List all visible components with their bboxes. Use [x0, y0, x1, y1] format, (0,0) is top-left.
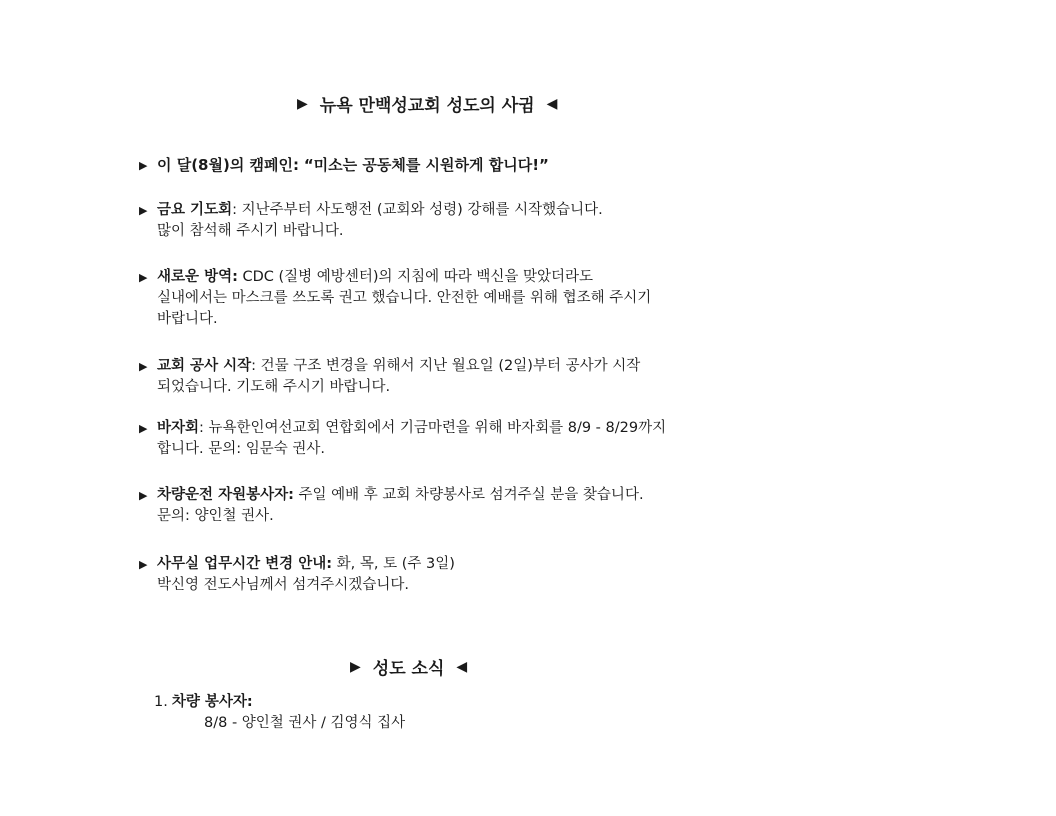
- announcement-text: 박신영 전도사님께서 섬겨주시겠습니다.: [157, 577, 409, 593]
- triangle-right-icon: ▶: [350, 658, 361, 675]
- announcement-text: 합니다. 문의: 임문숙 권사.: [157, 441, 326, 457]
- announcement-lead: 이 달(8월)의 캠페인:: [157, 156, 300, 174]
- announcement-lead: 사무실 업무시간 변경 안내:: [157, 556, 333, 572]
- announcement-text: CDC (질병 예방센터)의 지침에 따라 백신을 맞았더라도: [237, 269, 594, 285]
- announcement-text: 문의: 양인철 권사.: [157, 508, 274, 524]
- announcement-construction: [139, 356, 779, 398]
- announcement-text: “미소는 공동체를 시원하게 합니다!”: [303, 156, 549, 174]
- bullet-triangle-icon: ▶: [139, 489, 148, 502]
- bullet-triangle-icon: ▶: [139, 422, 148, 435]
- triangle-right-icon: ▶: [297, 95, 308, 112]
- section-title-member-news: [350, 654, 467, 679]
- bullet-triangle-icon: ▶: [139, 159, 148, 172]
- announcement-text: 되었습니다. 기도해 주시기 바랍니다.: [157, 379, 391, 395]
- announcement-campaign: [139, 155, 779, 176]
- announcement-text: 바랍니다.: [157, 311, 218, 327]
- triangle-left-icon: ◀: [546, 95, 558, 112]
- bullet-triangle-icon: ▶: [139, 271, 148, 284]
- bullet-triangle-icon: ▶: [139, 360, 148, 373]
- announcement-text: 많이 참석해 주시기 바랍니다.: [157, 223, 344, 239]
- announcement-lead: 교회 공사 시작: [157, 358, 252, 374]
- triangle-left-icon: ◀: [456, 658, 468, 675]
- announcement-bazaar: [139, 418, 779, 460]
- announcement-friday-prayer: [139, 200, 779, 242]
- announcement-text: 실내에서는 마스크를 쓰도록 권고 했습니다. 안전한 예배를 위해 협조해 주시기: [157, 290, 652, 306]
- announcement-volunteer-drivers: [139, 485, 779, 527]
- announcement-office-hours: [139, 554, 779, 596]
- news-lead: 차량 봉사자:: [171, 694, 253, 710]
- announcement-text: 주일 예배 후 교회 차량봉사로 섬겨주실 분을 찾습니다.: [293, 487, 644, 503]
- section-title-text: 뉴욕 만백성교회 성도의 사귐: [319, 96, 535, 116]
- member-news-list-item: [154, 692, 405, 734]
- announcement-text: : 건물 구조 변경을 위해서 지난 월요일 (2일)부터 공사가 시작: [251, 358, 641, 374]
- section-title-text: 성도 소식: [372, 659, 445, 679]
- announcement-lead: 차량운전 자원봉사자:: [157, 487, 294, 503]
- announcement-text: : 뉴욕한인여선교회 연합회에서 기금마련을 위해 바자회를 8/9 - 8/29까지: [199, 420, 667, 436]
- announcement-text: 화, 목, 토 (주 3일): [332, 556, 455, 572]
- list-number: 1.: [154, 694, 168, 710]
- announcement-new-quarantine: [139, 267, 779, 330]
- bullet-triangle-icon: ▶: [139, 204, 148, 217]
- announcement-lead: 바자회: [157, 420, 200, 436]
- announcement-text: : 지난주부터 사도행전 (교회와 성령) 강해를 시작했습니다.: [232, 202, 603, 218]
- news-detail: 8/8 - 양인철 권사 / 김영식 집사: [204, 715, 406, 731]
- announcement-lead: 금요 기도회: [157, 202, 233, 218]
- section-title-fellowship: [297, 91, 557, 116]
- bullet-triangle-icon: ▶: [139, 558, 148, 571]
- announcement-lead: 새로운 방역:: [157, 269, 238, 285]
